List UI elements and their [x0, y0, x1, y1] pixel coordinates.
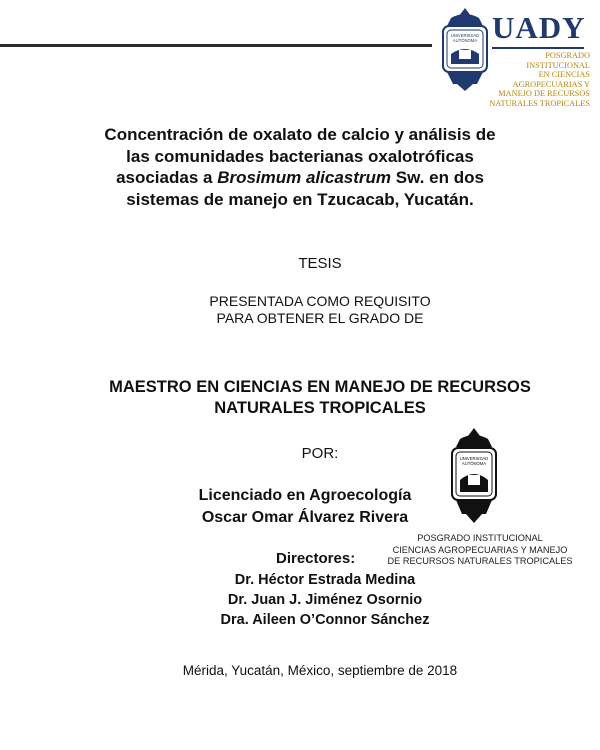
author-degree: Licenciado en Agroecología — [198, 487, 412, 504]
thesis-title — [40, 124, 560, 210]
seal-caption — [380, 533, 580, 568]
seal-text-2: AUTÓNOMA — [452, 38, 478, 43]
director-name: Dr. Héctor Estrada Medina — [234, 572, 416, 588]
seal-text-2: AUTÓNOMA — [461, 461, 487, 466]
author-name: Oscar Omar Álvarez Rivera — [201, 509, 409, 526]
seal-caption-line: DE RECURSOS NATURALES TROPICALES — [387, 556, 573, 566]
uady-brand: UADY — [492, 10, 586, 45]
director-name: Dr. Juan J. Jiménez Osornio — [227, 592, 423, 608]
seal-caption-line: POSGRADO INSTITUCIONAL — [417, 533, 543, 543]
title-text: Sw. en dos — [391, 168, 484, 187]
species-name: Brosimum alicastrum — [217, 168, 392, 187]
posgrado-header — [468, 51, 590, 108]
posgrado-seal-icon — [446, 426, 502, 526]
presentada-line: PRESENTADA COMO REQUISITO — [209, 293, 431, 309]
degree-name — [0, 377, 600, 419]
posgrado-line: MANEJO DE RECURSOS — [498, 89, 590, 98]
place-date: Mérida, Yucatán, México, septiembre de 2018 — [182, 663, 458, 678]
posgrado-line: EN CIENCIAS — [538, 70, 590, 79]
directores-label: Directores: — [276, 550, 356, 567]
title-line: sistemas de manejo en Tzucacab, Yucatán. — [126, 189, 474, 209]
presentada-line: PARA OBTENER EL GRADO DE — [216, 310, 424, 326]
title-line — [40, 167, 560, 189]
title-line: las comunidades bacterianas oxalotróficas — [126, 146, 474, 166]
directores-list — [190, 570, 460, 630]
degree-line: MAESTRO EN CIENCIAS EN MANEJO DE RECURSOS — [109, 378, 531, 396]
seal-text-1: UNIVERSIDAD — [450, 33, 480, 38]
presentada-block — [0, 293, 600, 327]
title-text: asociadas a — [116, 168, 218, 187]
brand-rule — [492, 47, 584, 49]
director-name: Dra. Aileen O’Connor Sánchez — [220, 612, 430, 628]
degree-line: NATURALES TROPICALES — [214, 399, 426, 417]
posgrado-line: AGROPECUARIAS Y — [512, 79, 590, 89]
posgrado-line: NATURALES TROPICALES — [489, 98, 590, 108]
author-block — [150, 485, 460, 529]
title-line: Concentración de oxalato de calcio y análisis de — [104, 125, 496, 144]
seal-text-1: UNIVERSIDAD — [459, 456, 489, 461]
tesis-label: TESIS — [298, 255, 342, 272]
header-rule — [0, 44, 432, 47]
posgrado-line: INSTITUCIONAL — [526, 60, 590, 70]
por-label: POR: — [301, 445, 339, 462]
seal-caption-line: CIENCIAS AGROPECUARIAS Y MANEJO — [392, 544, 568, 555]
posgrado-line: POSGRADO — [545, 51, 590, 60]
